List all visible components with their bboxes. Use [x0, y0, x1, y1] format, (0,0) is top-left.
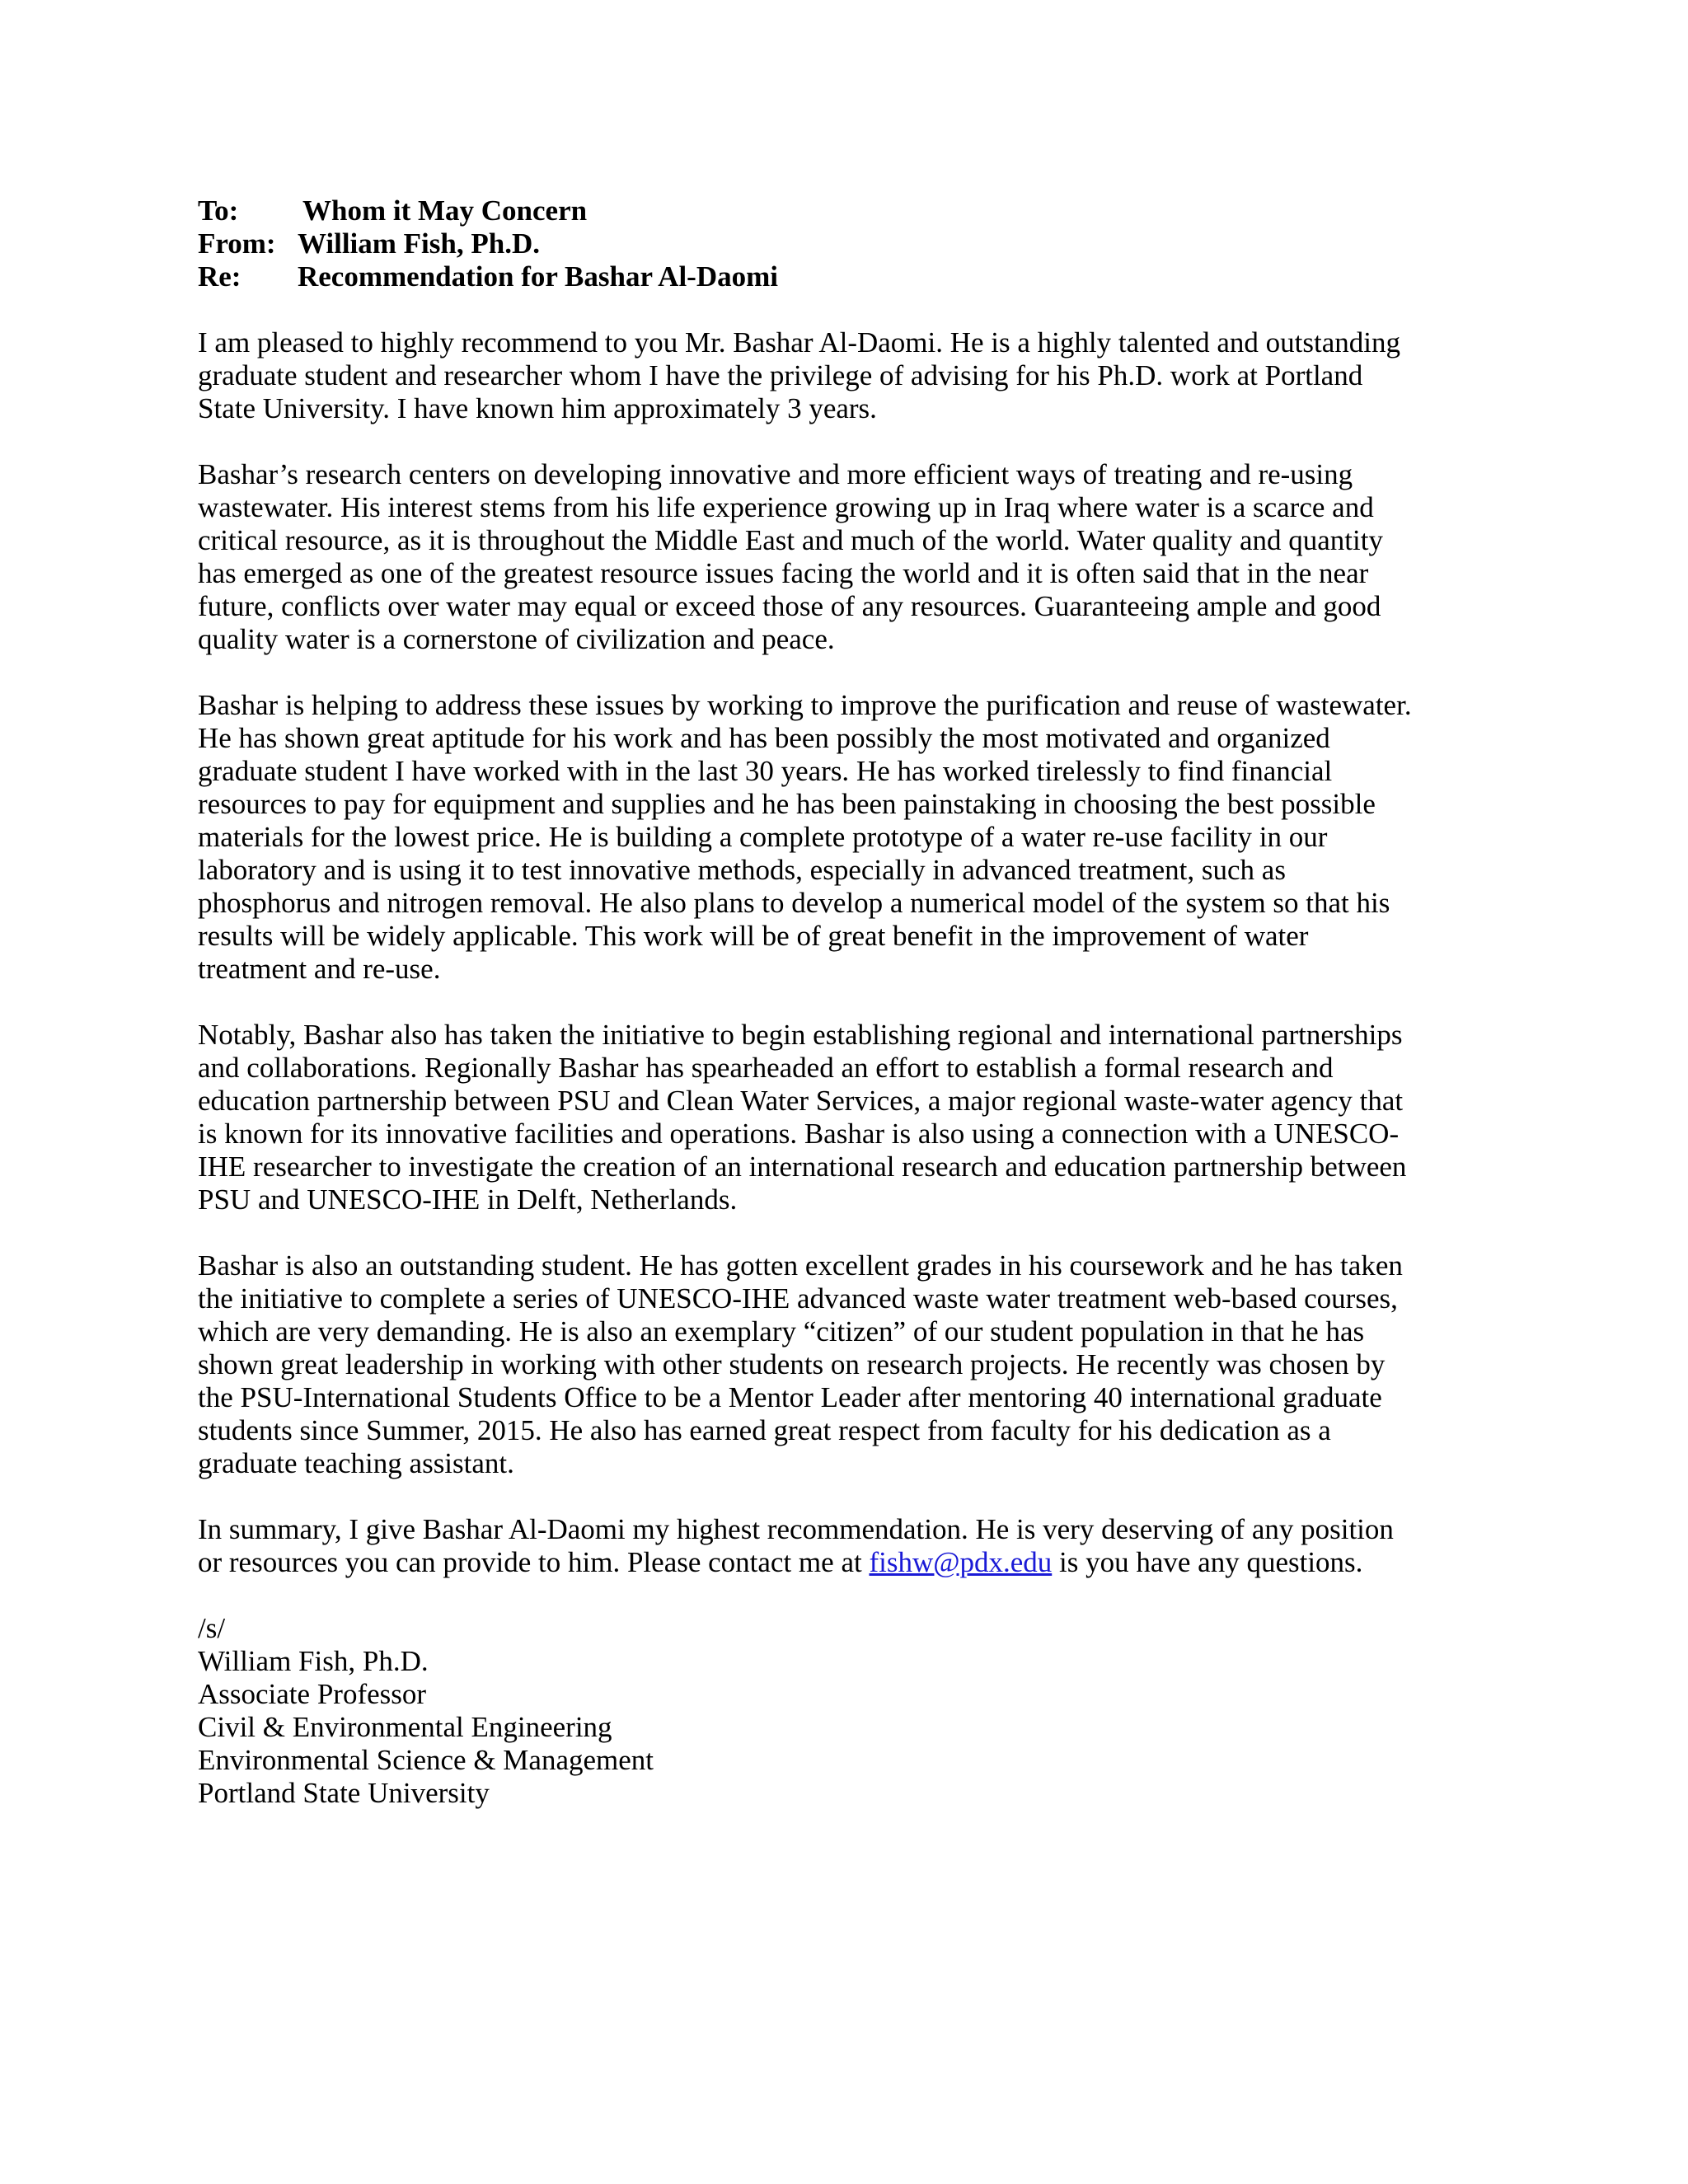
memo-to-value: Whom it May Concern [302, 194, 588, 227]
signature-program: Environmental Science & Management [198, 1744, 654, 1776]
paragraph-research: Bashar’s research centers on developing innovative and more efficient ways of treating and re-using wastewater. His interest stems from his life experience growing up in Iraq where water is a scarce and critical resource, as it is throughout the Middle East and much of the world. Water quality and quantity has emerged as one of the greatest resource issues facing the world and it is often said that in the near future, conflicts over water may equal or exceed those of any resources. Guaranteeing ample and good quality water is a cornerstone of civilization and peace. [198, 458, 1383, 655]
paragraph-work: Bashar is helping to address these issues by working to improve the purification and reuse of wastewater. He has shown great aptitude for his work and has been possibly the most motivated and organized graduate student I have worked with in the last 30 years. He has worked tirelessly to find financial resources to pay for equipment and supplies and he has been painstaking in choosing the best possible materials for the lowest price. He is building a complete prototype of a water re-use facility in our laboratory and is using it to test innovative methods, especially in advanced treatment, such as phosphorus and nitrogen removal. He also plans to develop a numerical model of the system so that his results will be widely applicable. This work will be of great benefit in the improvement of water treatment and re-use. [198, 689, 1412, 985]
memo-re-row [198, 260, 1500, 293]
paragraph-intro: I am pleased to highly recommend to you Mr. Bashar Al-Daomi. He is a highly talented and outstanding graduate student and researcher whom I have the privilege of advising for his Ph.D. work at Portland State University. I have known him approximately 3 years. [198, 326, 1401, 424]
memo-to-row [198, 194, 1500, 227]
memo-from-row [198, 227, 1500, 260]
paragraph-summary [198, 1513, 1500, 1579]
signature-university: Portland State University [198, 1777, 490, 1809]
signature-title: Associate Professor [198, 1678, 427, 1710]
memo-to-label: To: [198, 194, 239, 227]
paragraph-student: Bashar is also an outstanding student. He has gotten excellent grades in his coursework and he has taken the initiative to complete a series of UNESCO-IHE advanced waste water treatment web-based courses, which are very demanding. He is also an exemplary “citizen” of our student population in that he has shown great leadership in working with other students on research projects. He recently was chosen by the PSU-International Students Office to be a Mentor Leader after mentoring 40 international graduate students since Summer, 2015. He also has earned great respect from faculty for his dedication as a graduate teaching assistant. [198, 1249, 1403, 1479]
memo-from-label: From: [198, 227, 276, 260]
summary-text: In summary, I give Bashar Al-Daomi my highest recommendation. He is very deserving of any position or resources you can provide to him. Please contact me at [198, 1513, 1394, 1578]
signature-mark: /s/ [198, 1612, 226, 1644]
memo-from-value: William Fish, Ph.D. [298, 227, 540, 260]
signature-block [198, 1612, 1500, 1810]
paragraph-partnerships: Notably, Bashar also has taken the initiative to begin establishing regional and international partnerships and collaborations. Regionally Bashar has spearheaded an effort to establish a formal research and education partnership between PSU and Clean Water Services, a major regional waste-water agency that is known for its innovative facilities and operations. Bashar is also using a connection with a UNESCO- IHE researcher to investigate the creation of an international research and education partnership between PSU and UNESCO-IHE in Delft, Netherlands. [198, 1019, 1407, 1216]
signature-department: Civil & Environmental Engineering [198, 1711, 612, 1743]
memo-header [198, 194, 1500, 293]
memo-re-value: Recommendation for Bashar Al-Daomi [298, 260, 778, 293]
summary-text-end: is you have any questions. [1052, 1546, 1363, 1578]
signature-name: William Fish, Ph.D. [198, 1645, 429, 1677]
memo-re-label: Re: [198, 260, 241, 293]
letter-page [198, 194, 1500, 1810]
email-link[interactable]: fishw@pdx.edu [869, 1546, 1053, 1578]
